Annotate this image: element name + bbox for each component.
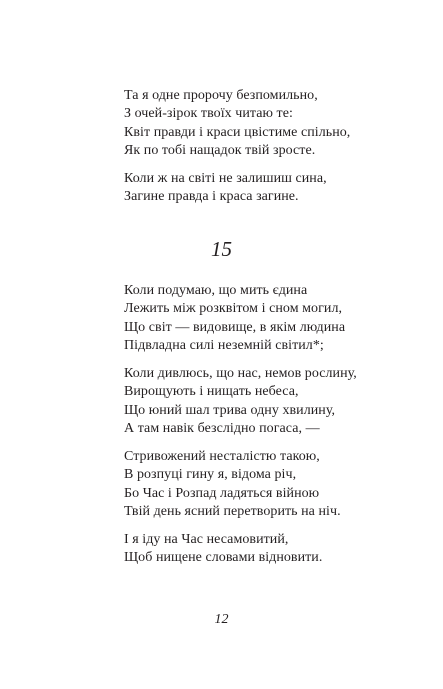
sonnet-stanza-1: [124, 282, 345, 355]
sonnet-stanza-3: [124, 448, 341, 521]
page-number: 12: [214, 612, 229, 627]
poem-line: Квіт правди і краси цвістиме спільно,: [124, 124, 351, 140]
poem-line: Вирощують і нищать небеса,: [124, 384, 299, 400]
poem-line: Коли ж на світі не залишиш сина,: [124, 171, 327, 186]
poem-line: Коли подумаю, що мить єдина: [124, 283, 308, 298]
poem-line: Загине правда і краса загине.: [124, 189, 299, 205]
poem-line: Та я одне пророчу безпомильно,: [124, 88, 318, 103]
poem-line: В розпуці гину я, відома річ,: [124, 467, 297, 483]
prev-sonnet-couplet: [124, 170, 327, 207]
poem-line: Що юний шал трива одну хвилину,: [124, 402, 336, 418]
sonnet-number-heading: 15: [211, 237, 232, 261]
poem-line: Бо Час і Розпад ладяться війною: [124, 485, 320, 501]
sonnet-couplet: [124, 531, 322, 568]
sonnet-stanza-2: [124, 365, 357, 438]
poem-line: Що світ — видовище, в якім людина: [124, 319, 346, 335]
poem-line: Лежить між розквітом і сном могил,: [124, 301, 343, 317]
poem-line: Щоб нищене словами відновити.: [124, 550, 323, 566]
poem-line: Підвладна силі неземній світил*;: [124, 337, 324, 353]
prev-sonnet-stanza-1: [124, 87, 350, 160]
poem-line: Коли дивлюсь, що нас, немов рослину,: [124, 366, 357, 381]
poem-line: Стривожений несталістю такою,: [124, 449, 320, 464]
poem-line: І я іду на Час несамовитий,: [124, 532, 289, 547]
poem-line: Як по тобі нащадок твій зросте.: [124, 142, 316, 158]
poem-line: А там навік безслідно погаса, —: [124, 420, 320, 436]
poem-line: Твій день ясний перетворить на ніч.: [124, 503, 341, 519]
poem-line: З очей-зірок твоїх читаю те:: [124, 106, 293, 122]
